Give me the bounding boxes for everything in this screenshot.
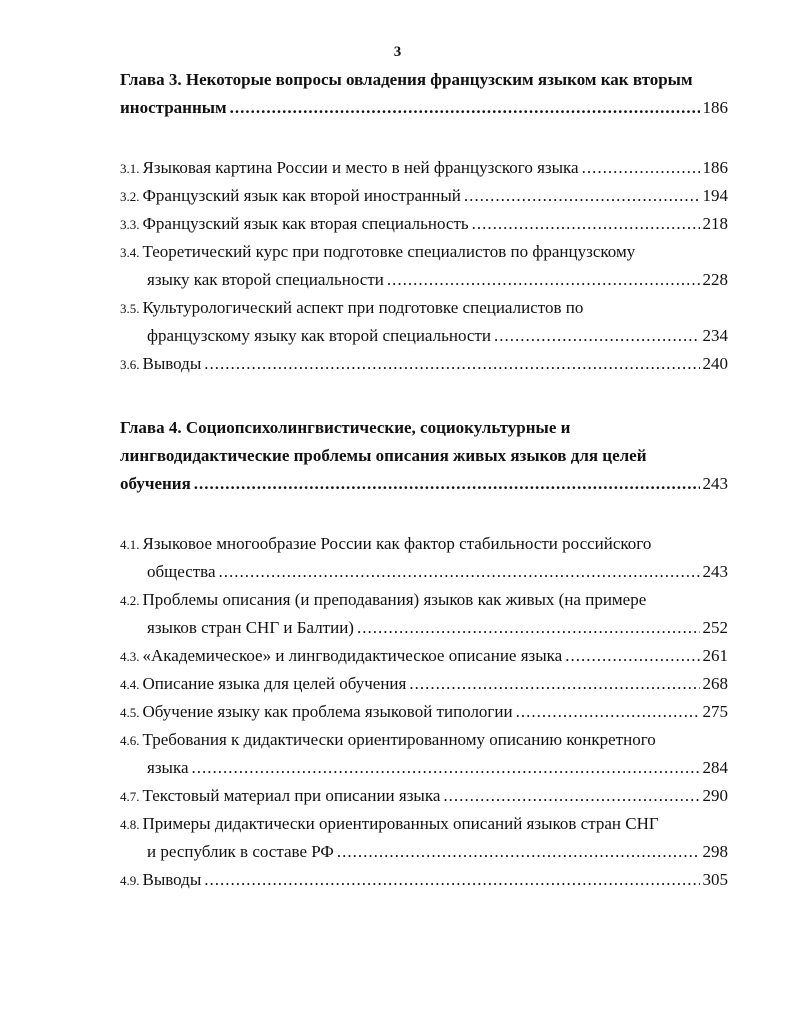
section-title: Описание языка для целей обучения [142, 674, 407, 693]
toc-entry-4-3[interactable] [120, 642, 728, 670]
section-title: Теоретический курс при подготовке специалистов по французскому [142, 242, 636, 261]
section-page: 305 [702, 870, 728, 889]
section-title-cont: и республик в составе РФ [147, 842, 334, 861]
toc-entry-3-4-cont[interactable] [120, 266, 728, 294]
toc-entry-4-9[interactable] [120, 866, 728, 894]
section-title: Текстовый материал при описании языка [142, 786, 441, 805]
section-title: Языковая картина России и место в ней французского языка [142, 158, 579, 177]
chapter-4-heading [120, 414, 728, 498]
toc-entry-3-1[interactable] [120, 154, 728, 182]
section-title: Языковое многообразие России как фактор стабильности российского [142, 534, 652, 553]
section-page: 240 [702, 354, 728, 373]
section-number: 4.6. [120, 733, 140, 748]
section-page: 243 [702, 562, 728, 581]
section-page: 234 [702, 326, 728, 345]
toc-entry-4-2-cont[interactable] [120, 614, 728, 642]
chapter-4-sections [120, 530, 728, 894]
leader-dots [387, 266, 700, 294]
leader-dots [409, 670, 699, 698]
leader-dots [464, 182, 700, 210]
chapter-4-title-text-1: Глава 4. Социопсихолингвистические, социокультурные и [120, 418, 571, 437]
section-title-cont: французскому языку как второй специальности [147, 326, 491, 345]
section-title-cont: языков стран СНГ и Балтии) [147, 618, 354, 637]
chapter-4-title-text-3: обучения [120, 474, 191, 493]
section-number: 4.7. [120, 789, 140, 804]
section-number: 3.6. [120, 357, 140, 372]
toc-entry-3-2[interactable] [120, 182, 728, 210]
section-page: 298 [702, 842, 728, 861]
section-number: 3.4. [120, 245, 140, 260]
leader-dots [204, 350, 699, 378]
leader-dots [472, 210, 700, 238]
toc-entry-4-8[interactable] [120, 810, 728, 838]
leader-dots [565, 642, 699, 670]
section-page: 252 [702, 618, 728, 637]
section-page: 275 [702, 702, 728, 721]
leader-dots [582, 154, 700, 182]
section-title: Выводы [142, 354, 202, 373]
section-title: «Академическое» и лингводидактическое описание языка [142, 646, 563, 665]
toc-entry-4-8-cont[interactable] [120, 838, 728, 866]
section-title: Выводы [142, 870, 202, 889]
section-number: 3.5. [120, 301, 140, 316]
toc-entry-4-6[interactable] [120, 726, 728, 754]
section-page: 290 [702, 786, 728, 805]
chapter-3-title-text-1: Глава 3. Некоторые вопросы овладения французским языком как вторым [120, 70, 693, 89]
toc-entry-4-5[interactable] [120, 698, 728, 726]
section-number: 3.1. [120, 161, 140, 176]
chapter-3-title-text-2: иностранным [120, 98, 227, 117]
section-number: 4.9. [120, 873, 140, 888]
section-number: 3.2. [120, 189, 140, 204]
toc-entry-4-1-cont[interactable] [120, 558, 728, 586]
leader-dots [443, 782, 699, 810]
toc-entry-4-7[interactable] [120, 782, 728, 810]
section-title: Культурологический аспект при подготовке специалистов по [142, 298, 584, 317]
section-title: Проблемы описания (и преподавания) языков как живых (на примере [142, 590, 647, 609]
leader-dots [516, 698, 700, 726]
toc-entry-4-4[interactable] [120, 670, 728, 698]
chapter-4-title-line-1 [120, 414, 728, 442]
toc-entry-3-4[interactable] [120, 238, 728, 266]
toc-entry-4-1[interactable] [120, 530, 728, 558]
section-title: Требования к дидактически ориентированному описанию конкретного [142, 730, 656, 749]
chapter-3-title-line-2 [120, 94, 728, 122]
leader-dots [357, 614, 700, 642]
section-page: 186 [702, 158, 728, 177]
section-number: 4.2. [120, 593, 140, 608]
toc-entry-4-2[interactable] [120, 586, 728, 614]
section-number: 4.4. [120, 677, 140, 692]
section-title: Французский язык как второй иностранный [142, 186, 461, 205]
section-page: 218 [702, 214, 728, 233]
section-number: 4.5. [120, 705, 140, 720]
leader-dots [230, 94, 700, 122]
section-page: 261 [702, 646, 728, 665]
chapter-3-page: 186 [702, 98, 728, 117]
section-title-cont: языка [147, 758, 189, 777]
leader-dots [337, 838, 700, 866]
chapter-3-heading [120, 66, 728, 122]
chapter-3-sections [120, 154, 728, 378]
chapter-4-title-line-3 [120, 470, 728, 498]
section-number: 4.8. [120, 817, 140, 832]
section-page: 284 [702, 758, 728, 777]
chapter-4-page: 243 [702, 474, 728, 493]
section-page: 194 [702, 186, 728, 205]
section-number: 4.3. [120, 649, 140, 664]
chapter-4-title-text-2: лингводидактические проблемы описания живых языков для целей [120, 446, 647, 465]
toc-entry-3-6[interactable] [120, 350, 728, 378]
chapter-4-title-line-2 [120, 442, 728, 470]
leader-dots [204, 866, 699, 894]
section-page: 268 [702, 674, 728, 693]
toc-entry-3-5-cont[interactable] [120, 322, 728, 350]
section-title: Примеры дидактически ориентированных описаний языков стран СНГ [142, 814, 659, 833]
chapter-3-title-line-1 [120, 66, 728, 94]
section-title-cont: общества [147, 562, 216, 581]
toc-entry-3-5[interactable] [120, 294, 728, 322]
section-page: 228 [702, 270, 728, 289]
section-number: 3.3. [120, 217, 140, 232]
section-title-cont: языку как второй специальности [147, 270, 384, 289]
leader-dots [192, 754, 700, 782]
section-title: Обучение языку как проблема языковой типологии [142, 702, 513, 721]
section-number: 4.1. [120, 537, 140, 552]
section-title: Французский язык как вторая специальность [142, 214, 469, 233]
page-number: 3 [393, 44, 402, 60]
leader-dots [494, 322, 700, 350]
leader-dots [194, 470, 700, 498]
toc-entry-4-6-cont[interactable] [120, 754, 728, 782]
toc-entry-3-3[interactable] [120, 210, 728, 238]
leader-dots [219, 558, 700, 586]
